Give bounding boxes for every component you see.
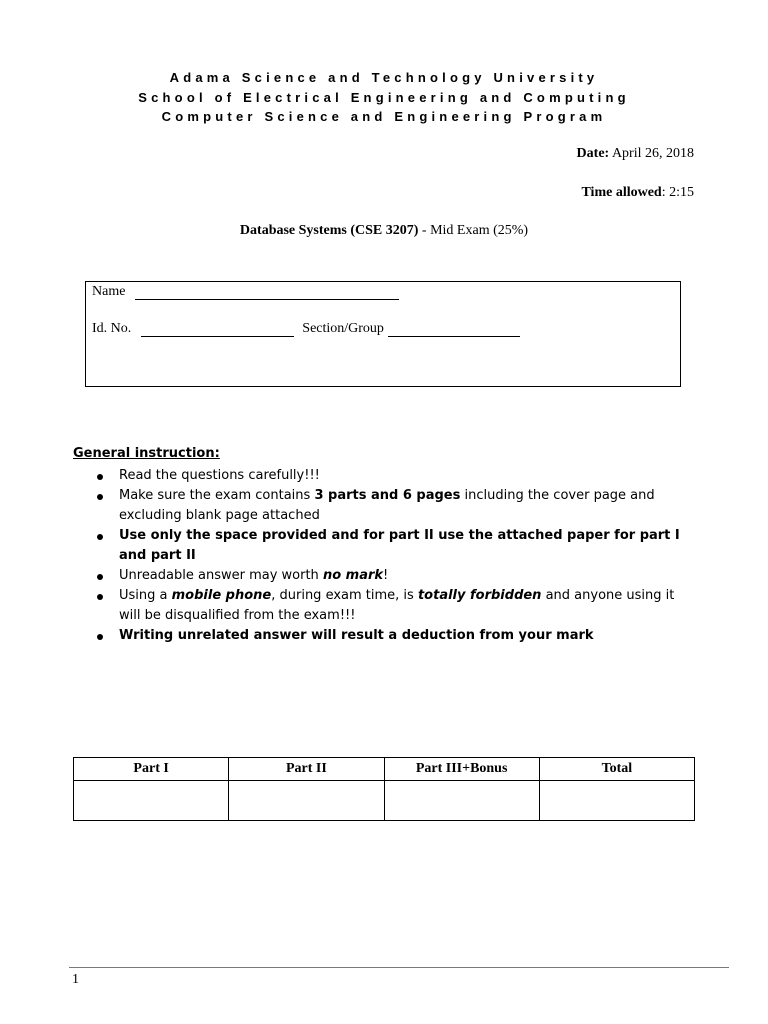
instruction-emphasis: no mark <box>322 568 384 583</box>
instruction-emphasis: mobile phone <box>171 588 272 603</box>
course-name: Database Systems (CSE 3207) <box>239 223 419 238</box>
page-number: 1 <box>72 972 79 987</box>
score-header-row <box>74 758 695 781</box>
score-header-part1: Part I <box>74 758 229 781</box>
footer-divider <box>69 967 729 968</box>
id-blank[interactable] <box>141 322 294 337</box>
section-label: Section/Group <box>302 321 384 336</box>
name-row <box>92 284 399 300</box>
instruction-item <box>96 486 686 526</box>
instructions-list <box>96 466 686 646</box>
score-cell-part1[interactable] <box>74 781 229 821</box>
time-label: Time allowed <box>581 185 662 200</box>
instruction-emphasis: totally forbidden <box>417 588 542 603</box>
instruction-item <box>96 526 686 566</box>
instruction-item <box>96 626 686 646</box>
score-table <box>73 757 695 821</box>
instruction-text: Writing unrelated answer will result a deduction from your mark <box>119 628 594 643</box>
exam-type: - Mid Exam (25%) <box>418 223 529 238</box>
student-info-box <box>85 281 681 387</box>
id-label: Id. No. <box>92 321 132 336</box>
school-name: School of Electrical Engineering and Computing <box>138 89 630 105</box>
id-row <box>92 321 520 337</box>
course-title <box>0 223 768 239</box>
name-label: Name <box>92 284 126 299</box>
score-header-part3: Part III+Bonus <box>384 758 539 781</box>
instruction-text: Unreadable answer may worth <box>119 568 323 583</box>
score-cell-total[interactable] <box>539 781 694 821</box>
score-cell-part2[interactable] <box>229 781 384 821</box>
score-header-total: Total <box>539 758 694 781</box>
instruction-item <box>96 466 686 486</box>
time-allowed <box>581 185 694 201</box>
program-name: Computer Science and Engineering Program <box>161 109 607 124</box>
instruction-text: , during exam time, is <box>271 588 418 603</box>
score-cell-part3[interactable] <box>384 781 539 821</box>
exam-date <box>577 146 694 162</box>
university-name: Adama Science and Technology University <box>169 70 599 85</box>
instruction-text: Read the questions carefully!!! <box>119 468 320 483</box>
name-blank[interactable] <box>135 285 399 300</box>
instruction-text: Using a <box>119 588 172 603</box>
instruction-text: ! <box>383 568 389 583</box>
instruction-item <box>96 586 686 626</box>
date-value: April 26, 2018 <box>611 146 694 161</box>
instruction-item <box>96 566 686 586</box>
document-header <box>0 68 768 127</box>
date-label: Date: <box>576 146 610 161</box>
section-blank[interactable] <box>388 322 520 337</box>
instruction-text: and anyone using it will be disqualified from the exam!!! <box>119 588 675 623</box>
instruction-text: Use only the space provided and for part II use the attached paper for part I and part II <box>119 528 680 563</box>
score-header-part2: Part II <box>229 758 384 781</box>
time-value: : 2:15 <box>661 185 694 200</box>
instructions-title: General instruction: <box>73 446 220 461</box>
instruction-emphasis: 3 parts and 6 pages <box>314 488 461 503</box>
score-value-row <box>74 781 695 821</box>
instruction-text: including the cover page and excluding blank page attached <box>119 488 655 523</box>
instruction-text: Make sure the exam contains <box>119 488 315 503</box>
